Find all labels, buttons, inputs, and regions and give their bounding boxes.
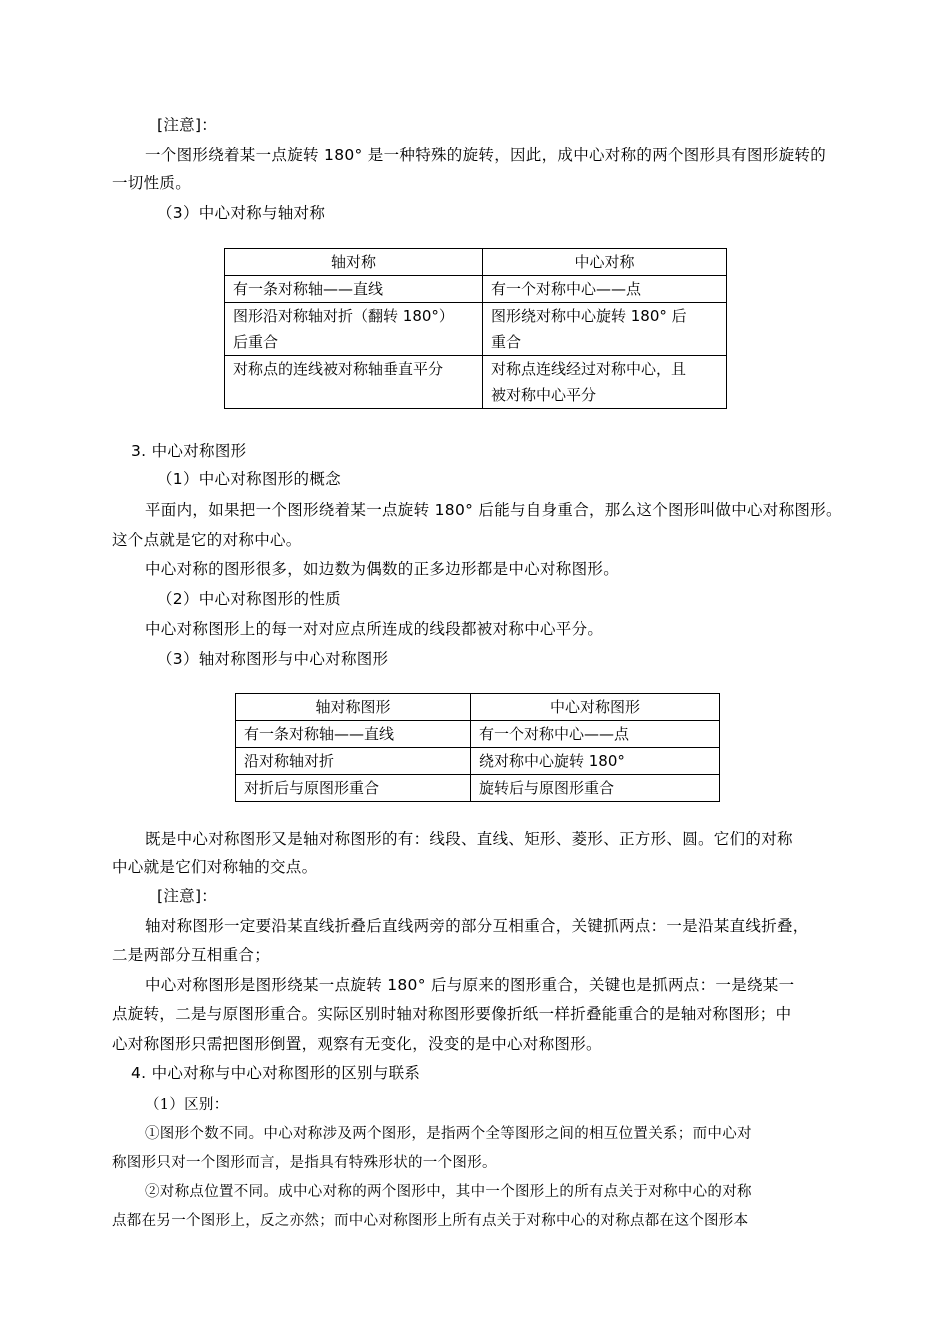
table-header-cell: 轴对称 [225, 249, 483, 276]
table-cell: 图形沿对称轴对折（翻转 180°） 后重合 [225, 303, 483, 356]
table-cell: 对称点连线经过对称中心，且 被对称中心平分 [483, 356, 727, 409]
table-cell: 对折后与原图形重合 [236, 775, 471, 802]
table-cell: 旋转后与原图形重合 [471, 775, 720, 802]
note-label: [注意]： [157, 887, 218, 905]
paragraph-line: 中心对称的图形很多，如边数为偶数的正多边形都是中心对称图形。 [145, 560, 620, 578]
table-header-row [236, 694, 720, 721]
note-text-line-1: 一个图形绕着某一点旋转 180° 是一种特殊的旋转，因此，成中心对称的两个图形具有图形旋转的 [145, 146, 826, 164]
table-header-cell: 中心对称图形 [471, 694, 720, 721]
paragraph-line: 轴对称图形一定要沿某直线折叠后直线两旁的部分互相重合，关键抓两点：一是沿某直线折叠， [145, 917, 809, 935]
paragraph-line: 心对称图形只需把图形倒置，观察有无变化，没变的是中心对称图形。 [112, 1035, 602, 1053]
table-row [236, 748, 720, 775]
paragraph-line: 既是中心对称图形又是轴对称图形的有：线段、直线、矩形、菱形、正方形、圆。它们的对称 [145, 830, 793, 848]
subsection-title: （3）轴对称图形与中心对称图形 [157, 650, 389, 668]
table-header-cell: 中心对称 [483, 249, 727, 276]
table-cell: 有一条对称轴——直线 [225, 276, 483, 303]
subsection-title: （2）中心对称图形的性质 [157, 590, 341, 608]
paragraph-line: 这个点就是它的对称中心。 [112, 531, 302, 549]
note-text-line-2: 一切性质。 [112, 174, 192, 192]
comparison-table-figures [235, 693, 720, 802]
paragraph-line: ②对称点位置不同。成中心对称的两个图形中，其中一个图形上的所有点关于对称中心的对称 [145, 1184, 752, 1200]
paragraph-line: 点都在另一个图形上，反之亦然；而中心对称图形上所有点关于对称中心的对称点都在这个图形本 [112, 1213, 749, 1229]
section-title: 3. 中心对称图形 [131, 442, 247, 460]
table-cell: 有一个对称中心——点 [483, 276, 727, 303]
paragraph-line: 二是两部分互相重合； [112, 946, 271, 964]
paragraph-line: 平面内，如果把一个图形绕着某一点旋转 180° 后能与自身重合，那么这个图形叫做中心对称图形。 [145, 501, 842, 519]
section-title: 4. 中心对称与中心对称图形的区别与联系 [131, 1064, 421, 1082]
note-label: [注意]： [157, 116, 218, 134]
table-cell: 有一条对称轴——直线 [236, 721, 471, 748]
table-row [236, 721, 720, 748]
table-header-row [225, 249, 727, 276]
paragraph-line: 称图形只对一个图形而言，是指具有特殊形状的一个图形。 [112, 1155, 497, 1171]
paragraph-line: 点旋转，二是与原图形重合。实际区别时轴对称图形要像折纸一样折叠能重合的是轴对称图形；中 [112, 1005, 792, 1023]
table-row [225, 303, 727, 356]
table-cell: 对称点的连线被对称轴垂直平分 [225, 356, 483, 409]
paragraph-line: ①图形个数不同。中心对称涉及两个图形，是指两个全等图形之间的相互位置关系；而中心对 [145, 1126, 752, 1142]
table-cell: 绕对称中心旋转 180° [471, 748, 720, 775]
paragraph-line: 中心就是它们对称轴的交点。 [112, 858, 318, 876]
subsection-title: （1）区别： [145, 1097, 229, 1113]
comparison-table-axial-central [224, 248, 727, 409]
table-row [225, 276, 727, 303]
table-row [236, 775, 720, 802]
subsection-title: （3）中心对称与轴对称 [157, 204, 326, 222]
paragraph-line: 中心对称图形是图形绕某一点旋转 180° 后与原来的图形重合，关键也是抓两点：一是绕某一 [145, 976, 795, 994]
paragraph-line: 中心对称图形上的每一对对应点所连成的线段都被对称中心平分。 [145, 620, 604, 638]
subsection-title: （1）中心对称图形的概念 [157, 470, 341, 488]
table-row [225, 356, 727, 409]
table-cell: 有一个对称中心——点 [471, 721, 720, 748]
table-cell: 沿对称轴对折 [236, 748, 471, 775]
table-header-cell: 轴对称图形 [236, 694, 471, 721]
table-cell: 图形绕对称中心旋转 180° 后 重合 [483, 303, 727, 356]
